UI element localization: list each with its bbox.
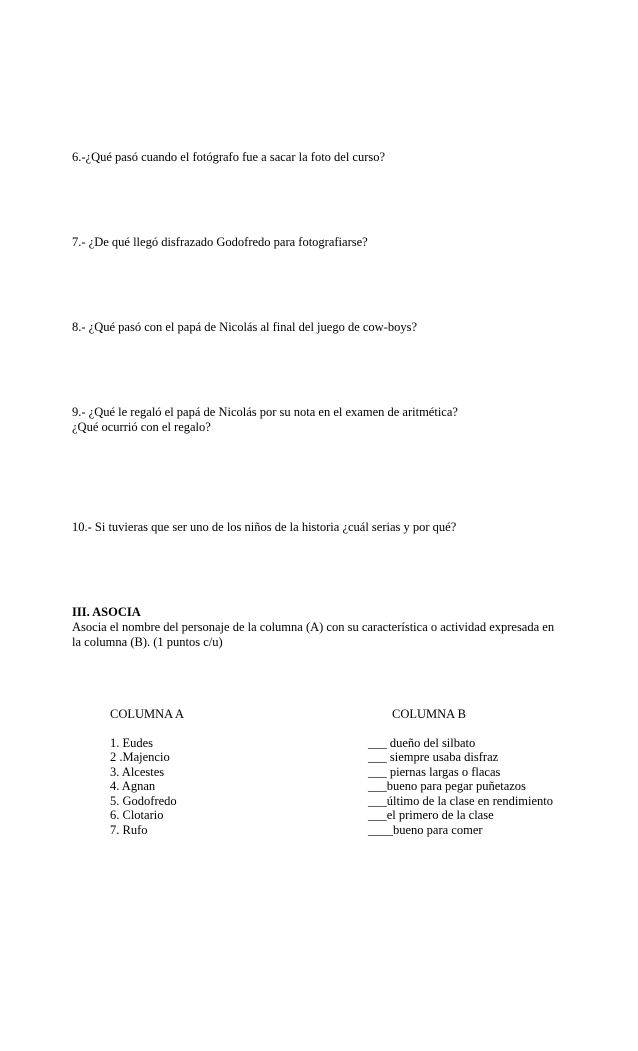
section-instructions-line-2: la columna (B). (1 puntos c/u) [72,635,223,649]
question-6: 6.-¿Qué pasó cuando el fotógrafo fue a sacar la foto del curso? [72,150,386,164]
question-9-line-2: ¿Qué ocurrió con el regalo? [72,420,211,434]
column-a-item: 7. Rufo [110,823,148,837]
column-b-header: COLUMNA B [392,707,466,721]
column-b-item: ___ piernas largas o flacas [368,765,501,779]
column-b-item: ___ siempre usaba disfraz [368,750,499,764]
column-a-item: 4. Agnan [110,779,156,793]
column-a-item: 2 .Majencio [110,750,170,764]
question-9-line-1: 9.- ¿Qué le regaló el papá de Nicolás por su nota en el examen de aritmética? [72,405,458,419]
question-8: 8.- ¿Qué pasó con el papá de Nicolás al final del juego de cow-boys? [72,320,418,334]
column-a-item: 5. Godofredo [110,794,177,808]
column-b-item: ___último de la clase en rendimiento [368,794,554,808]
column-a-item: 3. Alcestes [110,765,165,779]
column-b-item: ____bueno para comer [368,823,483,837]
section-instructions-line-1: Asocia el nombre del personaje de la columna (A) con su característica o actividad expresada en [72,620,555,634]
column-b-item: ___ dueño del silbato [368,736,476,750]
question-10: 10.- Si tuvieras que ser uno de los niños de la historia ¿cuál serias y por qué? [72,520,457,534]
section-title: III. ASOCIA [72,605,141,619]
column-a-header: COLUMNA A [110,707,184,721]
question-7: 7.- ¿De qué llegó disfrazado Godofredo para fotografiarse? [72,235,368,249]
column-b-item: ___el primero de la clase [368,808,494,822]
column-b-item: ___bueno para pegar puñetazos [368,779,526,793]
column-a-item: 6. Clotario [110,808,164,822]
column-a-item: 1. Eudes [110,736,154,750]
